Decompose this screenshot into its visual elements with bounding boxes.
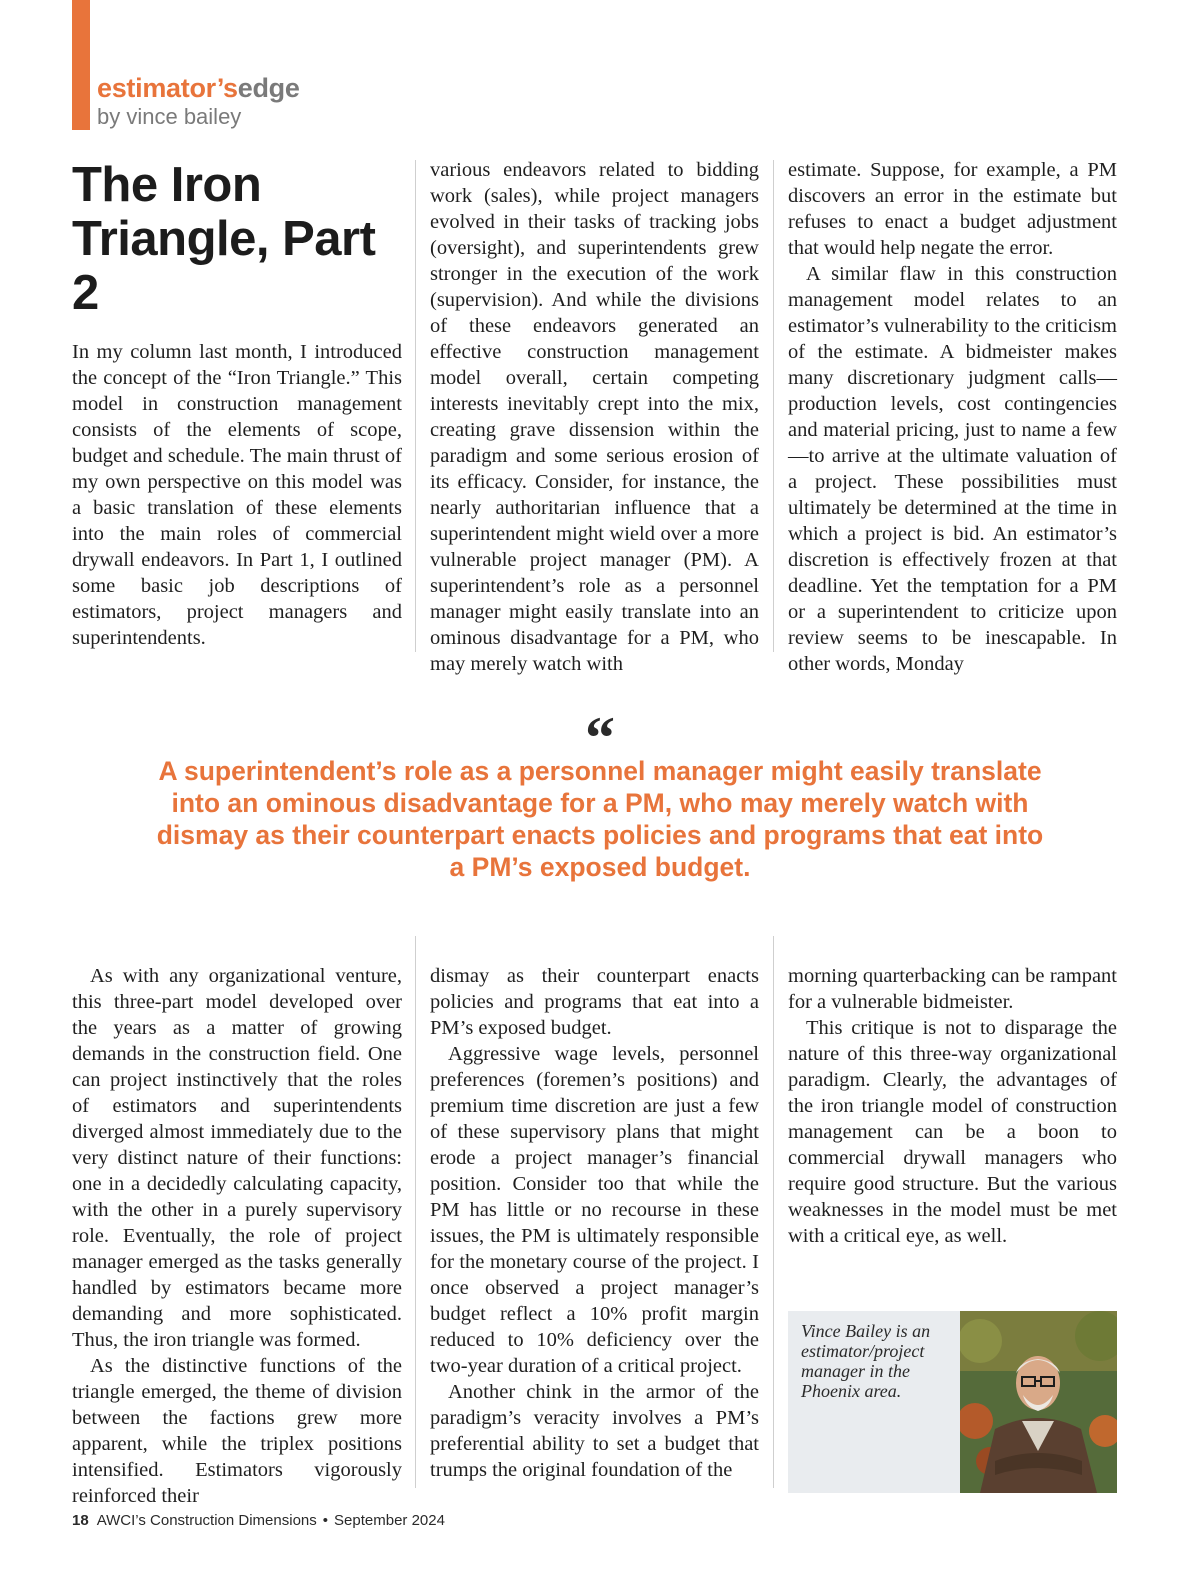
top-column-1 [72, 339, 402, 651]
paragraph: Another chink in the armor of the paradigm’s veracity involves a PM’s preferential ability to set a budget that trumps the original foundation of the [430, 1381, 759, 1481]
paragraph: various endeavors related to bidding work (sales), while project managers evolved in their tasks of tracking jobs (oversight), and superintendents grew stronger in the execution of the work (supervision). And while the divisions of these endeavors generated an effective construction management model overall, certain competing interests inevitably crept into the mix, creating grave dissension within the paradigm and some serious erosion of its efficacy. Consider, for instance, the nearly authoritarian influence that a superintendent might wield over a more vulnerable project manager (PM). A superintendent’s role as a personnel manager might easily translate into an ominous disadvantage for a PM, who may merely watch with [430, 159, 759, 675]
paragraph: morning quarterbacking can be rampant for a vulnerable bidmeister. [788, 965, 1117, 1013]
column-divider [415, 936, 416, 1488]
paragraph: In my column last month, I introduced the concept of the “Iron Triangle.” This model in construction management consists of the elements of scope, budget and schedule. The main thrust of my own perspective on this model was a basic translation of these elements into the main roles of commercial drywall endeavors. In Part 1, I outlined some basic job descriptions of estimators, project managers and superintendents. [72, 341, 402, 649]
pull-quote: A superintendent’s role as a personnel manager might easily translate into an ominous disadvantage for a PM, who may merely watch with dismay as their counterpart enacts policies and programs that eat into a PM’s exposed budget. [156, 756, 1044, 882]
paragraph: estimate. Suppose, for example, a PM discovers an error in the estimate but refuses to enact a budget adjustment that would help negate the error. [788, 159, 1117, 259]
article-title: The Iron Triangle, Part 2 [72, 158, 376, 320]
paragraph: Aggressive wage levels, personnel preferences (foremen’s positions) and premium time discretion are just a few of these supervisory plans that might erode a project manager’s financial position. Consider too that while the PM has little or no recourse in these issues, the PM is ultimately responsible for the monetary course of the project. I once observed a project manager’s budget reflect a 10% profit margin reduced to 10% deficiency over the two-year duration of a critical project. [430, 1043, 759, 1377]
quote-mark-icon: “ [585, 705, 615, 771]
paragraph: A similar flaw in this construction management model relates to an estimator’s vulnerability to the criticism of the estimate. A bidmeister makes many discretionary judgment calls—production levels, cost contingencies and material pricing, just to name a few—to arrive at the ultimate valuation of a project. These possibilities must ultimately be determined at the time in which a project is bid. An estimator’s discretion is effectively frozen at that deadline. Yet the temptation for a PM or a superintendent to criticize upon review seems to be inescapable. In other words, Monday [788, 263, 1117, 675]
page-footer [72, 1512, 445, 1529]
column-divider [773, 160, 774, 652]
footer-separator: • [322, 1512, 329, 1529]
bottom-column-2 [430, 963, 759, 1483]
author-bio-box [788, 1311, 1117, 1493]
column-name [97, 72, 300, 104]
paragraph: This critique is not to disparage the nature of this three-way organizational paradigm. Clearly, the advantages of the iron triangle model of construction management can be a boon to commercial drywall managers who require good structure. But the various weaknesses in the model must be met with a critical eye, as well. [788, 1017, 1117, 1247]
column-divider [415, 160, 416, 652]
page-number: 18 [72, 1512, 89, 1529]
byline: by vince bailey [97, 104, 242, 129]
column-tag [97, 72, 300, 130]
paragraph: As the distinctive functions of the triangle emerged, the theme of division between the factions grew more apparent, while the triplex positions intensified. Estimators vigorously reinforced their [72, 1355, 402, 1507]
author-photo [960, 1311, 1117, 1493]
top-column-2 [430, 157, 759, 677]
author-bio: Vince Bailey is an estimator/project manager in the Phoenix area. [801, 1321, 931, 1401]
top-column-3 [788, 157, 1117, 677]
column-name-part2: edge [237, 73, 300, 103]
bottom-column-3 [788, 963, 1117, 1249]
column-accent-bar [72, 0, 90, 130]
publication-name: AWCI’s Construction Dimensions [96, 1512, 317, 1529]
column-divider [773, 936, 774, 1488]
paragraph: As with any organizational venture, this three-part model developed over the years as a matter of growing demands in the construction field. One can project instinctively that the roles of estimators and superintendents diverged almost immediately due to the very distinct nature of their functions: one in a decidedly calculating capacity, with the other in a purely supervisory role. Eventually, the role of project manager emerged as the tasks generally handled by estimators became more demanding and more sophisticated. Thus, the iron triangle was formed. [72, 965, 402, 1351]
issue-date: September 2024 [334, 1512, 445, 1529]
column-name-part1: estimator’s [97, 73, 238, 103]
paragraph: dismay as their counterpart enacts policies and programs that eat into a PM’s exposed budget. [430, 965, 759, 1039]
bottom-column-1 [72, 963, 402, 1509]
